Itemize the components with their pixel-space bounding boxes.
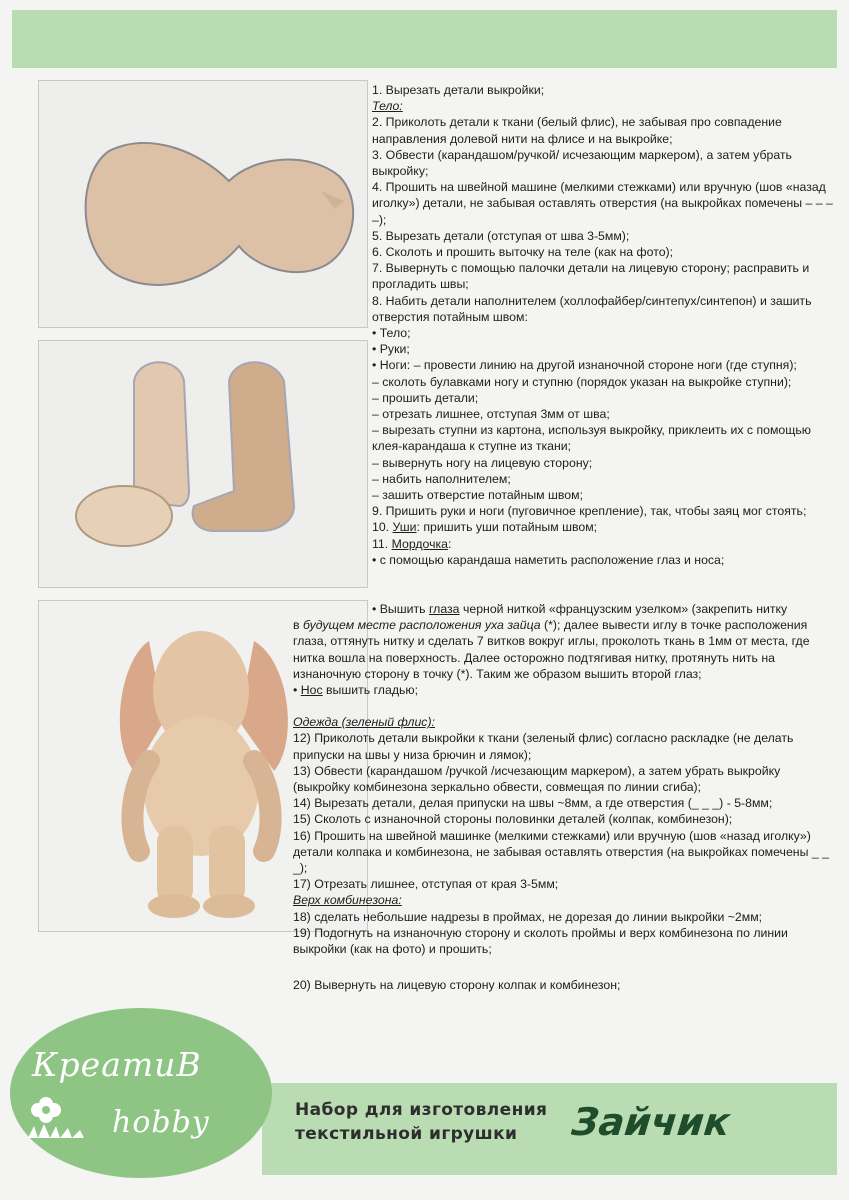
body-section-title: Тело: <box>372 99 403 114</box>
step-8-body: • Тело; <box>372 326 411 341</box>
step-11-a: • с помощью карандаша наметить расположение глаз и носа; <box>372 552 725 567</box>
instructions-lower <box>293 601 838 993</box>
step-13: 13) Обвести (карандашом /ручкой /исчезающим маркером), а затем убрать выкройку (выкройку комбинезона зеркально обвести, совмещая по линии сгиба); <box>293 763 781 795</box>
step-15: 15) Сколоть с изнаночной стороны половинки деталей (колпак, комбинезон); <box>293 812 733 827</box>
step-7: 7. Вывернуть с помощью палочки детали на лицевую сторону; расправить и прогладить швы; <box>372 261 810 292</box>
legs-substep: – зашить отверстие потайным швом; <box>372 488 583 503</box>
step-14: 14) Вырезать детали, делая припуски на швы ~8мм, а где отверстия (_ _ _) - 5-8мм; <box>293 796 773 811</box>
flower-icon <box>24 1088 104 1144</box>
step-16: 16) Прошить на швейной машинке (мелкими стежками) или вручную (шов «назад иголку») детали колпака и комбинезона, не забывая оставлять отверстия (на выкройках помечены _ _ _); <box>293 828 829 876</box>
step-9: 9. Пришить руки и ноги (пуговичное крепление), так, чтобы заяц мог стоять; <box>372 504 807 519</box>
step-6: 6. Сколоть и прошить выточку на теле (как на фото); <box>372 245 674 260</box>
step-11-c: • Нос вышить гладью; <box>293 683 419 698</box>
brand-name-line2: hobby <box>112 1105 210 1140</box>
body-pieces-image <box>39 81 367 327</box>
step-10: 10. Уши: пришить уши потайным швом; <box>372 520 598 535</box>
overall-top-title: Верх комбинезона: <box>293 893 402 908</box>
photo-body-pieces <box>38 80 368 328</box>
legs-substep: – вывернуть ногу на лицевую сторону; <box>372 455 593 470</box>
step-4: 4. Прошить на швейной машине (мелкими стежками) или вручную (шов «назад иголку») детали, не забывая оставлять отверстия (на выкройках помечены – – – –); <box>372 180 833 227</box>
kit-title: Зайчик <box>569 1100 733 1144</box>
legs-substep: – прошить детали; <box>372 390 479 405</box>
step-12: 12) Приколоть детали выкройки к ткани (зеленый флис) согласно раскладке (не делать припуски на швы у низа брючин и лямок); <box>293 731 794 762</box>
step-8: 8. Набить детали наполнителем (холлофайбер/синтепух/синтепон) и зашить отверстия потайным швом: <box>372 293 812 324</box>
step-2: 2. Приколоть детали к ткани (белый флис), не забывая про совпадение направления долевой нити на флисе и на выкройке; <box>372 115 782 146</box>
legs-substep: – отрезать лишнее, отступая 3мм от шва; <box>372 407 610 422</box>
kit-subtitle: Набор для изготовления текстильной игрушки <box>295 1100 548 1144</box>
step-1: 1. Вырезать детали выкройки; <box>372 83 545 97</box>
instructions-upper <box>372 82 838 568</box>
legs-substep: – набить наполнителем; <box>372 471 511 486</box>
leg-pieces-image <box>39 341 367 587</box>
photo-leg-pieces <box>38 340 368 588</box>
step-8-legs: • Ноги: – провести линию на другой изнаночной стороне ноги (где ступня); <box>372 358 797 373</box>
step-17: 17) Отрезать лишнее, отступая от края 3-5мм; <box>293 877 559 892</box>
step-18: 18) сделать небольшие надрезы в проймах, не дорезая до линии выкройки ~2мм; <box>293 909 763 924</box>
clothes-section-title: Одежда (зеленый флис): <box>293 715 435 730</box>
step-11: 11. Мордочка: <box>372 536 452 551</box>
brand-name-line1: КреатиВ <box>32 1045 202 1084</box>
step-20: 20) Вывернуть на лицевую сторону колпак и комбинезон; <box>293 978 621 993</box>
step-19: 19) Подогнуть на изнаночную сторону и сколоть проймы и верх комбинезона по линии выкройки (как на фото) и прошить; <box>293 925 788 957</box>
step-3: 3. Обвести (карандашом/ручкой/ исчезающим маркером), а затем убрать выкройку; <box>372 147 792 179</box>
step-8-arms: • Руки; <box>372 342 410 357</box>
step-11-b: • Вышить глаза черной ниткой «французским узелком» (закрепить нитку в будущем месте расположения уха зайца (*); далее вывести иглу в точке расположения глаза, оттянуть нитку и сделать 7 витков вокруг иглы, проколоть ткань в 1мм от места, где нитка вошла на поверхность. Далее осторожно подтягивая нитку, протянуть нить на изнаночную сторону в точку (*). Таким же образом вышить второй глаз; <box>293 602 810 681</box>
legs-substep: – вырезать ступни из картона, используя выкройку, приклеить их с помощью клея-карандаша к ступне из ткани; <box>372 423 812 454</box>
step-5: 5. Вырезать детали (отступая от шва 3-5мм); <box>372 228 630 243</box>
legs-substep: – сколоть булавками ногу и ступню (порядок указан на выкройке ступни); <box>372 374 792 389</box>
header-band <box>12 10 837 68</box>
